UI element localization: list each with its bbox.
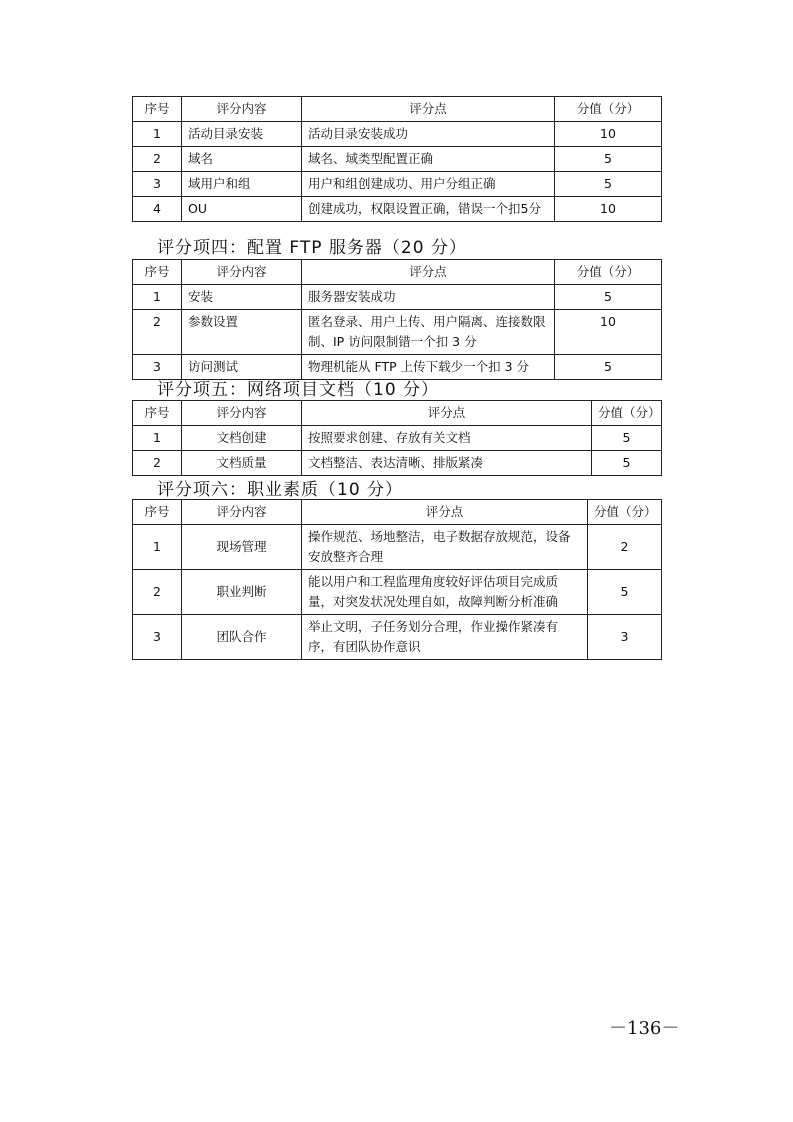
cell-index: 1	[133, 525, 182, 570]
cell-score: 5	[555, 147, 662, 172]
cell-index: 1	[133, 426, 182, 451]
col-header-criteria: 评分点	[302, 401, 592, 426]
table-row	[133, 285, 662, 310]
cell-score: 2	[588, 525, 662, 570]
cell-criteria: 物理机能从 FTP 上传下载少一个扣 3 分	[302, 355, 555, 380]
table-row	[133, 122, 662, 147]
table-row	[133, 197, 662, 222]
col-header-criteria: 评分点	[302, 97, 555, 122]
cell-content: 安装	[182, 285, 302, 310]
cell-score: 5	[592, 451, 662, 476]
cell-content: 文档创建	[182, 426, 302, 451]
cell-criteria: 文档整洁、表达清晰、排版紧凑	[302, 451, 592, 476]
cell-score: 5	[592, 426, 662, 451]
cell-index: 2	[133, 310, 182, 355]
col-header-score: 分值（分）	[555, 97, 662, 122]
col-header-criteria: 评分点	[302, 260, 555, 285]
cell-criteria: 匿名登录、用户上传、用户隔离、连接数限制、IP 访问限制错一个扣 3 分	[302, 310, 555, 355]
cell-score: 10	[555, 197, 662, 222]
cell-content: OU	[182, 197, 302, 222]
cell-content: 参数设置	[182, 310, 302, 355]
cell-index: 1	[133, 285, 182, 310]
table-ftp-scoring	[132, 259, 662, 380]
cell-index: 2	[133, 451, 182, 476]
cell-index: 3	[133, 615, 182, 660]
cell-index: 3	[133, 355, 182, 380]
cell-content: 访问测试	[182, 355, 302, 380]
cell-index: 1	[133, 122, 182, 147]
table-row	[133, 451, 662, 476]
cell-index: 2	[133, 570, 182, 615]
section-title-docs: 评分项五：网络项目文档（10 分）	[157, 380, 440, 400]
cell-score: 5	[555, 285, 662, 310]
col-header-score: 分值（分）	[592, 401, 662, 426]
table-header-row	[133, 500, 662, 525]
cell-content: 文档质量	[182, 451, 302, 476]
cell-criteria: 按照要求创建、存放有关文档	[302, 426, 592, 451]
section-title-professionalism: 评分项六：职业素质（10 分）	[157, 480, 404, 500]
col-header-index: 序号	[133, 500, 182, 525]
col-header-index: 序号	[133, 97, 182, 122]
table-header-row	[133, 97, 662, 122]
page-number: －136－	[609, 1018, 680, 1039]
cell-content: 职业判断	[182, 570, 302, 615]
col-header-criteria: 评分点	[302, 500, 588, 525]
cell-index: 2	[133, 147, 182, 172]
cell-content: 现场管理	[182, 525, 302, 570]
cell-criteria: 能以用户和工程监理角度较好评估项目完成质量，对突发状况处理自如，故障判断分析准确	[302, 570, 588, 615]
col-header-index: 序号	[133, 401, 182, 426]
cell-criteria: 创建成功，权限设置正确，错误一个扣5分	[302, 197, 555, 222]
cell-score: 5	[555, 355, 662, 380]
table-row	[133, 310, 662, 355]
table-header-row	[133, 401, 662, 426]
cell-content: 域名	[182, 147, 302, 172]
table-row	[133, 426, 662, 451]
cell-content: 团队合作	[182, 615, 302, 660]
cell-criteria: 活动目录安装成功	[302, 122, 555, 147]
col-header-content: 评分内容	[182, 401, 302, 426]
cell-index: 4	[133, 197, 182, 222]
cell-criteria: 操作规范、场地整洁，电子数据存放规范，设备安放整齐合理	[302, 525, 588, 570]
cell-score: 5	[588, 570, 662, 615]
table-header-row	[133, 260, 662, 285]
table-row	[133, 525, 662, 570]
table-row	[133, 147, 662, 172]
table-professionalism-scoring	[132, 499, 662, 660]
col-header-content: 评分内容	[182, 97, 302, 122]
table-row	[133, 172, 662, 197]
cell-score: 10	[555, 310, 662, 355]
table-row	[133, 615, 662, 660]
col-header-index: 序号	[133, 260, 182, 285]
cell-score: 5	[555, 172, 662, 197]
cell-score: 10	[555, 122, 662, 147]
cell-criteria: 用户和组创建成功、用户分组正确	[302, 172, 555, 197]
cell-content: 域用户和组	[182, 172, 302, 197]
cell-criteria: 举止文明，子任务划分合理，作业操作紧凑有序，有团队协作意识	[302, 615, 588, 660]
cell-score: 3	[588, 615, 662, 660]
col-header-content: 评分内容	[182, 260, 302, 285]
col-header-score: 分值（分）	[555, 260, 662, 285]
cell-criteria: 服务器安装成功	[302, 285, 555, 310]
section-title-ftp: 评分项四：配置 FTP 服务器（20 分）	[157, 238, 467, 258]
table-docs-scoring	[132, 400, 662, 476]
col-header-score: 分值（分）	[588, 500, 662, 525]
cell-index: 3	[133, 172, 182, 197]
cell-content: 活动目录安装	[182, 122, 302, 147]
table-row	[133, 570, 662, 615]
table-ad-scoring	[132, 96, 662, 222]
cell-criteria: 域名、域类型配置正确	[302, 147, 555, 172]
col-header-content: 评分内容	[182, 500, 302, 525]
